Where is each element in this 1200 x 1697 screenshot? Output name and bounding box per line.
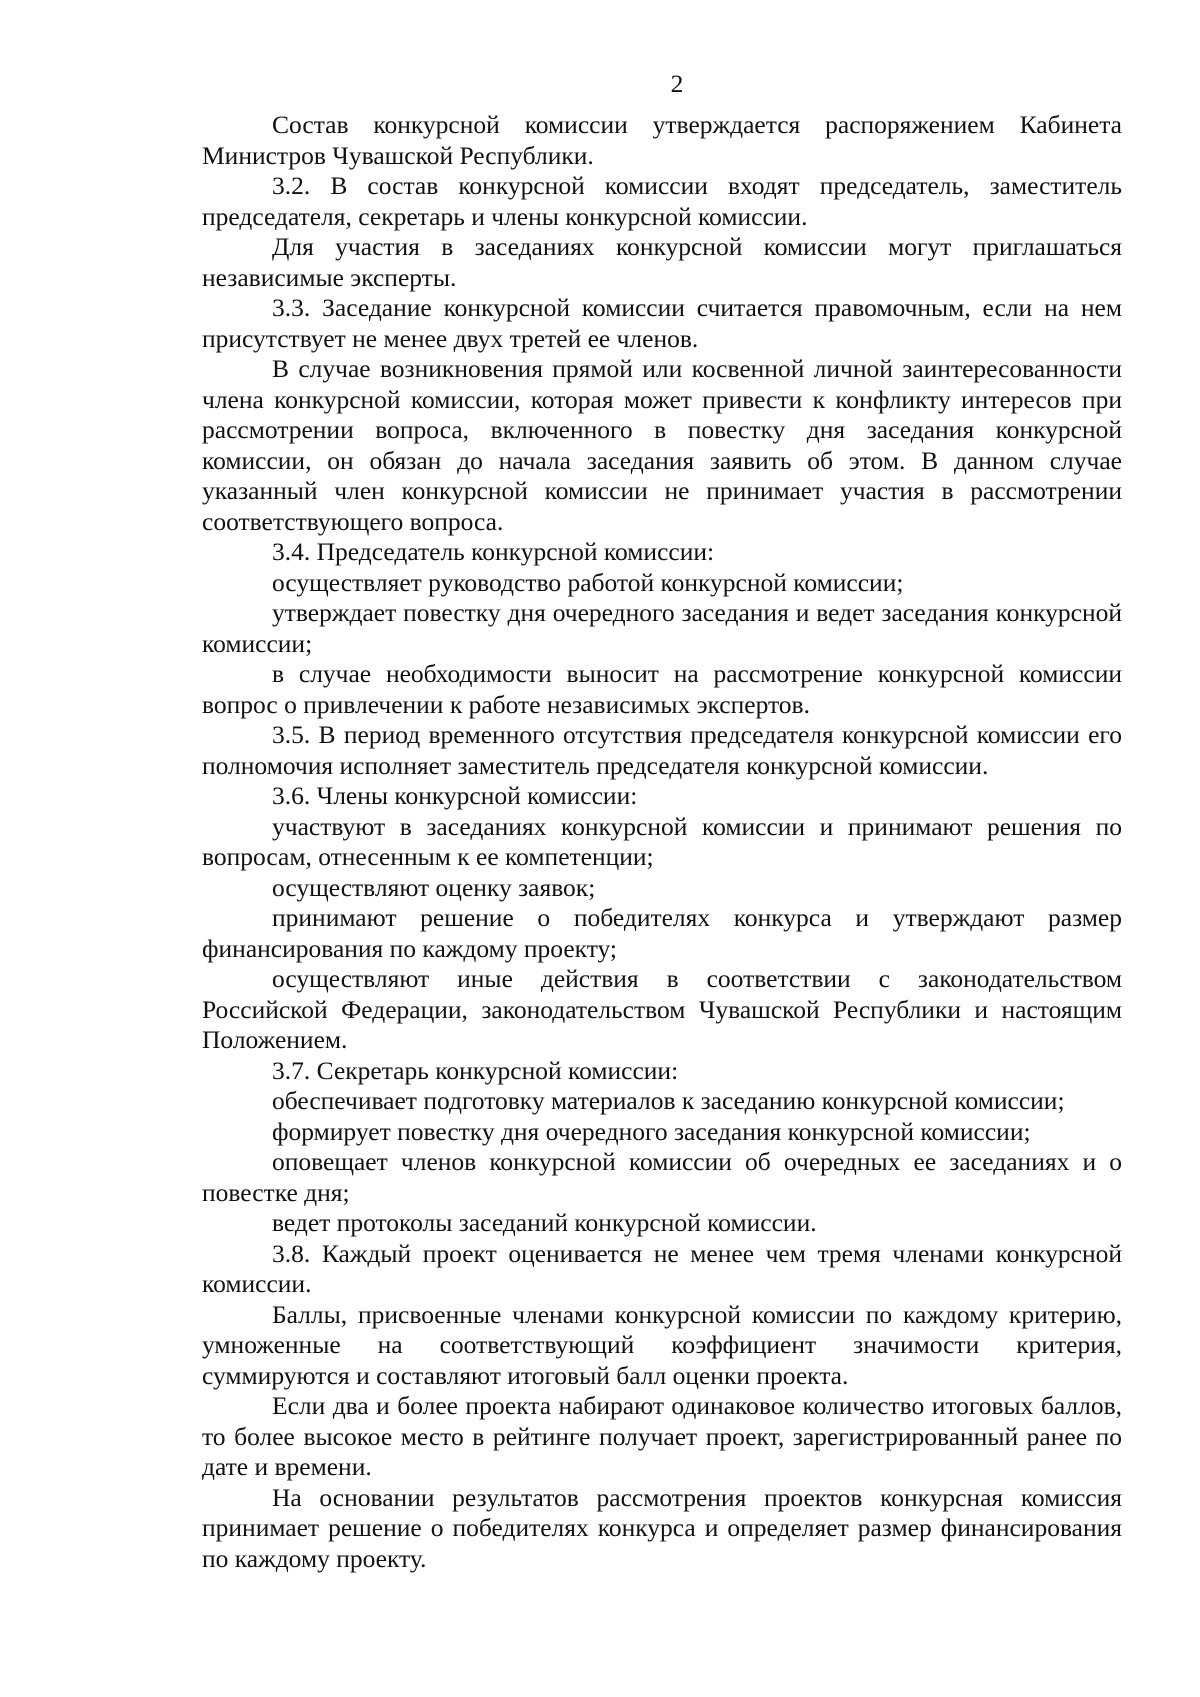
paragraph-decision: На основании результатов рассмотрения проектов конкурсная комиссия принимает решение о победителях конкурса и определяет размер финансирования по каждому проекту. xyxy=(202,1482,1122,1573)
list-item-member-duty-4: осуществляют иные действия в соответствии с законодательством Российской Федерации, законодательством Чувашской Республики и настоящим Положением. xyxy=(202,964,1122,1054)
list-item-member-duty-2: осуществляют оценку заявок; xyxy=(272,872,596,902)
paragraph-3-6: 3.6. Члены конкурсной комиссии: xyxy=(272,781,638,810)
list-item-member-duty-3: принимают решение о победителях конкурса и утверждают размер финансирования по каждому проекту; xyxy=(202,903,1122,963)
page-number: 2 xyxy=(670,69,684,98)
list-item-secretary-duty-2: формирует повестку дня очередного заседания конкурсной комиссии; xyxy=(272,1116,1031,1146)
list-item-chair-duty-1: осуществляет руководство работой конкурсной комиссии; xyxy=(272,567,904,597)
paragraph-independent-experts: Для участия в заседаниях конкурсной комиссии могут приглашаться независимые эксперты. xyxy=(202,232,1122,292)
document-page xyxy=(202,64,1122,1574)
list-item-chair-duty-2: утверждает повестку дня очередного заседания и ведет заседания конкурсной комиссии; xyxy=(202,598,1122,658)
paragraph-3-2: 3.2. В состав конкурсной комиссии входят председатель, заместитель председателя, секретарь и члены конкурсной комиссии. xyxy=(202,171,1122,231)
paragraph-3-4: 3.4. Председатель конкурсной комиссии: xyxy=(272,537,715,566)
paragraph-3-5: 3.5. В период временного отсутствия председателя конкурсной комиссии его полномочия исполняет заместитель председателя конкурсной комиссии. xyxy=(202,720,1122,780)
list-item-chair-duty-3: в случае необходимости выносит на рассмотрение конкурсной комиссии вопрос о привлечении к работе независимых экспертов. xyxy=(202,659,1122,719)
paragraph-tie-break: Если два и более проекта набирают одинаковое количество итоговых баллов, то более высокое место в рейтинге получает проект, зарегистрированный ранее по дате и времени. xyxy=(202,1391,1122,1481)
paragraph-commission-composition: Состав конкурсной комиссии утверждается распоряжением Кабинета Министров Чувашской Республики. xyxy=(202,110,1122,170)
paragraph-3-3: 3.3. Заседание конкурсной комиссии считается правомочным, если на нем присутствует не менее двух третей ее членов. xyxy=(202,293,1122,353)
list-item-secretary-duty-4: ведет протоколы заседаний конкурсной комиссии. xyxy=(272,1208,817,1237)
list-item-secretary-duty-1: обеспечивает подготовку материалов к заседанию конкурсной комиссии; xyxy=(272,1086,1065,1115)
paragraph-3-7: 3.7. Секретарь конкурсной комиссии: xyxy=(272,1055,679,1085)
paragraph-scoring: Баллы, присвоенные членами конкурсной комиссии по каждому критерию, умноженные на соответствующий коэффициент значимости критерия, суммируются и составляют итоговый балл оценки проекта. xyxy=(202,1299,1122,1390)
paragraph-3-8: 3.8. Каждый проект оценивается не менее чем тремя членами конкурсной комиссии. xyxy=(202,1238,1122,1298)
list-item-member-duty-1: участвуют в заседаниях конкурсной комиссии и принимают решения по вопросам, отнесенным к ее компетенции; xyxy=(202,811,1122,871)
list-item-secretary-duty-3: оповещает членов конкурсной комиссии об очередных ее заседаниях и о повестке дня; xyxy=(202,1147,1122,1207)
paragraph-conflict-of-interest: В случае возникновения прямой или косвенной личной заинтересованности члена конкурсной комиссии, которая может привести к конфликту интересов при рассмотрении вопроса, включенного в повестку дня заседания конкурсной комиссии, он обязан до начала заседания заявить об этом. В данном случае указанный член конкурсной комиссии не принимает участия в рассмотрении соответствующего вопроса. xyxy=(202,354,1122,536)
